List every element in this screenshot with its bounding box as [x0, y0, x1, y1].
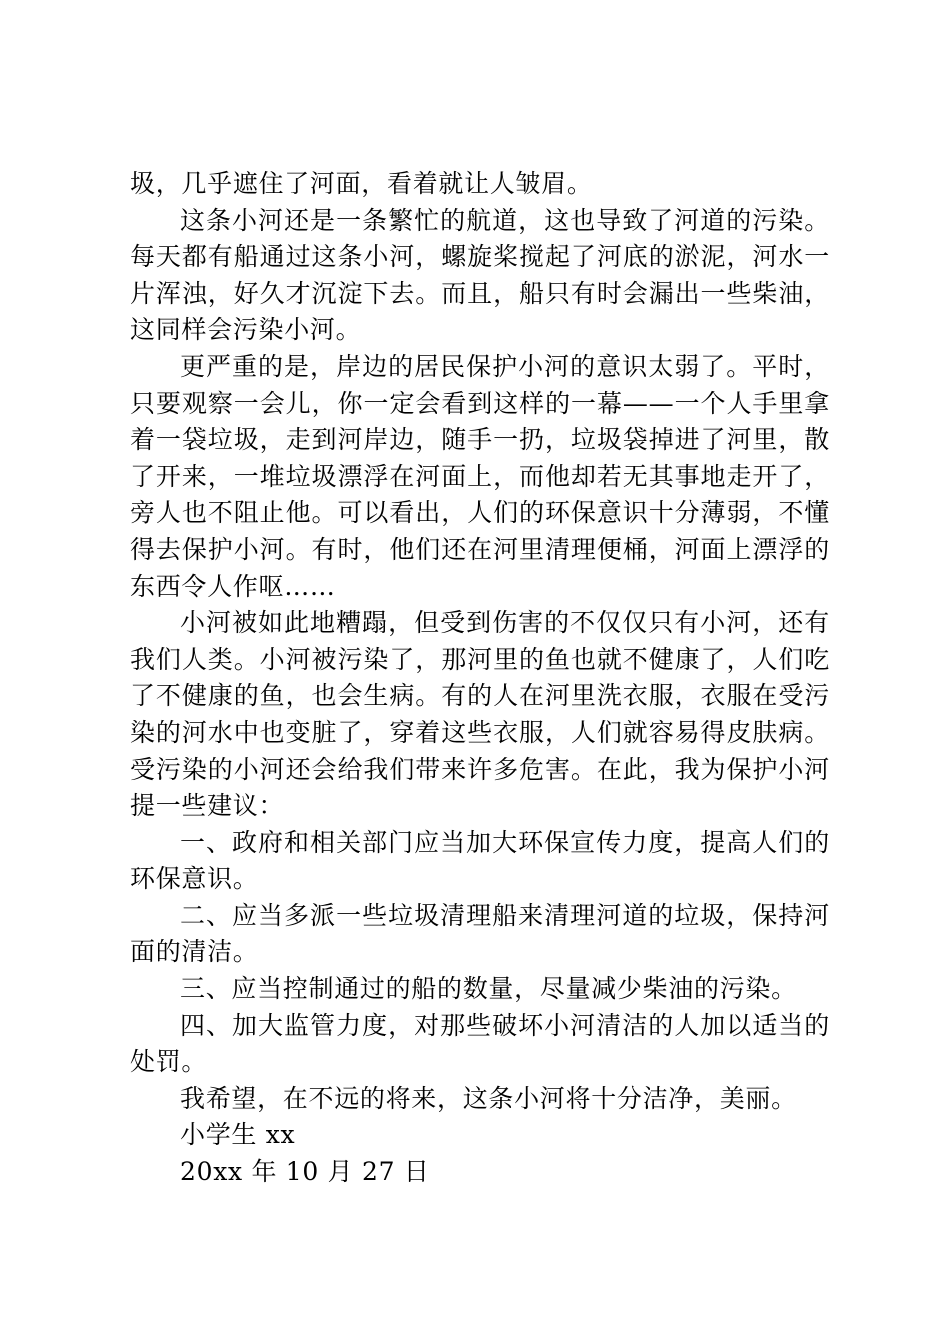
paragraph-hope: 我希望，在不远的将来，这条小河将十分洁净，美丽。 — [180, 1083, 797, 1113]
date: 20xx 年 10 月 27 日 — [180, 1157, 430, 1187]
paragraph-harm-to-people: 小河被如此地糟蹋，但受到伤害的不仅仅只有小河，还有我们人类。小河被污染了，那河里的鱼也就不健康了，人们吃了不健康的鱼，也会生病。有的人在河里洗衣服，衣服在受污染的河水中也变脏了，穿着这些衣服，人们就容易得皮肤病。受污染的小河还会给我们带来许多危害。在此，我为保护小河提一些建议： — [130, 608, 830, 821]
paragraph-shipping-pollution: 这条小河还是一条繁忙的航道，这也导致了河道的污染。每天都有船通过这条小河，螺旋桨搅起了河底的淤泥，河水一片浑浊，好久才沉淀下去。而且，船只有时会漏出一些柴油，这同样会污染小河。 — [130, 205, 830, 345]
suggestion-3: 三、应当控制通过的船的数量，尽量减少柴油的污染。 — [180, 974, 797, 1004]
paragraph-continuation: 圾，几乎遮住了河面，看着就让人皱眉。 — [130, 169, 593, 198]
paragraph-resident-awareness: 更严重的是，岸边的居民保护小河的意识太弱了。平时，只要观察一会儿，你一定会看到这样的一幕——一个人手里拿着一袋垃圾，走到河岸边，随手一扔，垃圾袋掉进了河里，散了开来，一堆垃圾漂浮在河面上，而他却若无其事地走开了，旁人也不阻止他。可以看出，人们的环保意识十分薄弱，不懂得去保护小河。有时，他们还在河里清理便桶，河面上漂浮的东西令人作呕…… — [130, 351, 830, 601]
suggestion-2: 二、应当多派一些垃圾清理船来清理河道的垃圾，保持河面的清洁。 — [130, 900, 830, 967]
suggestion-1: 一、政府和相关部门应当加大环保宣传力度，提高人们的环保意识。 — [130, 827, 830, 894]
suggestion-4: 四、加大监管力度，对那些破坏小河清洁的人加以适当的处罚。 — [130, 1010, 830, 1077]
document-body — [130, 166, 830, 1191]
signature: 小学生 xx — [180, 1120, 296, 1150]
